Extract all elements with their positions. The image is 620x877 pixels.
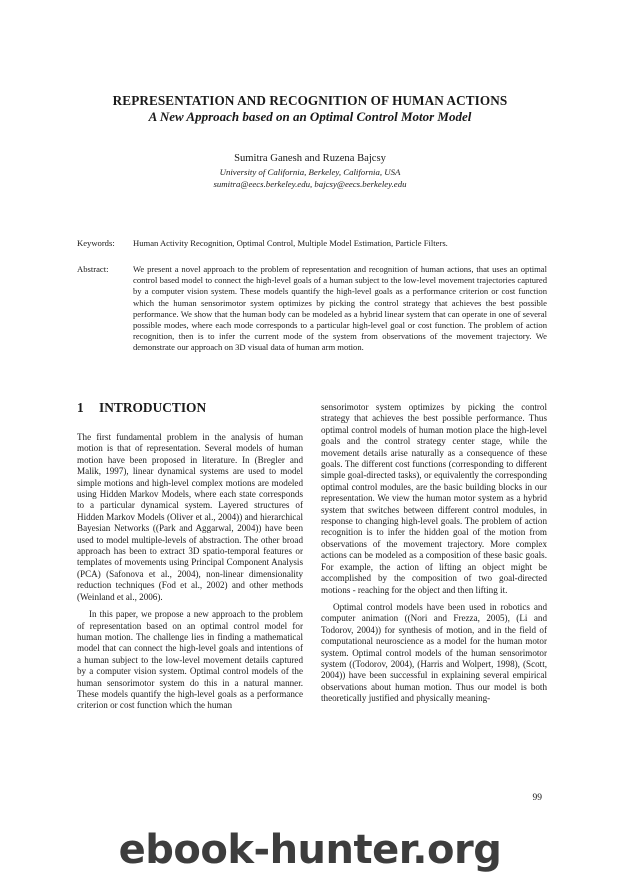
section-heading [77, 400, 303, 416]
section-number: 1 [77, 400, 84, 415]
body-paragraph: Optimal control models have been used in robotics and computer animation ((Nori and Frezza, 2005), (Li and Todorov, 2004)) for synthesis of motion, and in the field of computational neuroscience as a model for the human motor system. Optimal control models of the human sensorimotor system ((Todorov, 2004), (Harris and Wolpert, 1998), (Scott, 2004)) have been successful in explaining several empirical observations about human motion. Thus our model is both theoretically justified and physically meaning- [321, 601, 547, 704]
body-paragraph: In this paper, we propose a new approach to the problem of representation based on an optimal control model for human motion. The challenge lies in finding a mathematical model that can connect the high-level goals and intentions of a human subject to the low-level movement details captured by a computer vision system. Optimal control models of the human sensorimotor system do this in a natural manner. These models quantify the high-level goals as a performance criterion or cost function which the human [77, 609, 303, 711]
section-title: INTRODUCTION [99, 400, 207, 415]
right-column [321, 402, 547, 705]
author-affiliation: University of California, Berkeley, California, USA [219, 167, 401, 177]
body-paragraph: sensorimotor system optimizes by picking the control strategy that achieves the best possible performance. Thus optimal control models of human motion place the high-level goals and the control strategy center stage, while the movement details arise naturally as a consequence of these goals. The different cost functions (corresponding to different simple goal-directed tasks), or equivalently the corresponding optimal control modules, are the basic building blocks in our representation. We view the human motor system as a hybrid system that switches between different control modules, in response to changing high-level goals. The problem of action recognition is to infer the hidden goal of the motion from observations of the movement trajectory. More complex actions can be modeled as a composition of these basic goals. For example, the action of lifting an object might be accomplished by the composition of two goal-directed motions - reaching for the object and then lifting it. [321, 402, 547, 595]
abstract-label: Abstract: [77, 264, 109, 274]
body-paragraph: The first fundamental problem in the analysis of human motion is that of representation. Several models of human motion have been proposed in literature. In (Bregler and Malik, 1997), linear dynamical systems are used to model simple motions and high-level complex motions are modeled using Hidden Markov Models, where each state corresponds to a particular dynamical system. Layered structures of Hidden Markov Models (Oliver et al., 2004)) and hierarchical Bayesian Networks ((Park and Aggarwal, 2004)) have been used to model multiple-levels of abstraction. The other broad approach has been to extract 3D spatio-temporal features or templates of movements using Principal Component Analysis (PCA) (Safonova et al., 2004), non-linear dimensionality reduction techniques (Fod et al., 2002) and other methods (Weinland et al., 2006). [77, 432, 303, 602]
paper-subtitle: A New Approach based on an Optimal Control Motor Model [148, 109, 472, 124]
abstract-text: We present a novel approach to the problem of representation and recognition of human actions, that uses an optimal control based model to connect the high-level goals of a human subject to the low-level movement trajectories captured by a computer vision system. These models quantify the high-level goals as a performance criterion or cost function which the human sensorimotor system optimizes by picking the control strategy that achieves the best possible performance. We show that the human body can be modeled as a hybrid linear system that can operate in one of several possible modes, where each mode corresponds to a particular high-level goal or cost function. The problem of action recognition, then is to infer the current mode of the system from observations of the movement trajectory. We demonstrate our approach on 3D visual data of human arm motion. [133, 264, 547, 353]
paper-title: REPRESENTATION AND RECOGNITION OF HUMAN ACTIONS [112, 93, 508, 108]
keywords-label: Keywords: [77, 238, 115, 248]
keywords-text: Human Activity Recognition, Optimal Control, Multiple Model Estimation, Particle Filters. [133, 238, 448, 248]
title-block [0, 93, 620, 125]
page-number: 99 [532, 793, 542, 803]
authors-block [0, 152, 620, 190]
author-emails: sumitra@eecs.berkeley.edu, bajcsy@eecs.berkeley.edu [213, 179, 407, 189]
author-names: Sumitra Ganesh and Ruzena Bajcsy [234, 153, 386, 164]
left-column [77, 400, 303, 712]
watermark-text: ebook-hunter.org [118, 827, 502, 873]
